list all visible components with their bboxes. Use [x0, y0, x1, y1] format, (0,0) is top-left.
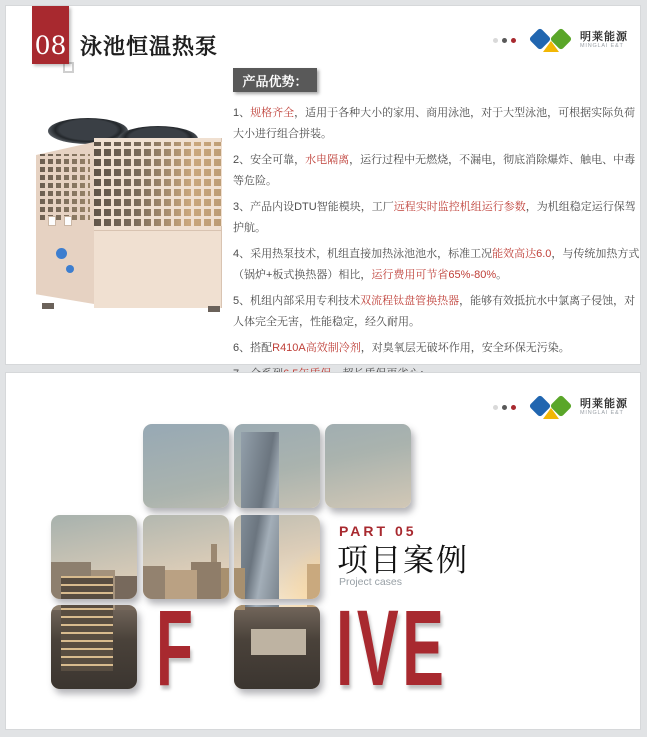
section-badge-label: 产品优势： [242, 73, 308, 89]
photo-tile [234, 515, 320, 599]
city-photo [51, 605, 137, 689]
logo-diamonds-icon [529, 27, 573, 53]
logo-dots [493, 405, 516, 410]
dot-red-icon [511, 405, 516, 410]
section-title: 项目案例 [337, 543, 469, 578]
slide-title: 泳池恒温热泵 [80, 34, 219, 59]
yellow-triangle-icon [543, 41, 559, 52]
photo-tile [325, 424, 411, 508]
dot-dark-icon [502, 38, 507, 43]
city-photo [325, 424, 411, 508]
unit-valve-dot [56, 248, 67, 259]
yellow-triangle-icon [543, 408, 559, 419]
unit-side-grille [40, 154, 90, 220]
dot-gray-icon [493, 405, 498, 410]
dot-dark-icon [502, 405, 507, 410]
photo-tile [51, 515, 137, 599]
unit-label [48, 216, 56, 226]
city-photo [234, 515, 320, 599]
section-subtitle: Project cases [339, 576, 403, 588]
big-letter-f: F [156, 587, 193, 708]
dot-gray-icon [493, 38, 498, 43]
company-logo [493, 24, 628, 56]
company-name-en: MINGLAI E&T [580, 43, 624, 50]
slide-1-pool-heat-pump[interactable] [5, 5, 641, 365]
part-label: PART 05 [339, 523, 417, 539]
unit-label [64, 216, 72, 226]
advantage-item: 6、搭配R410A高效制冷剂，对臭氧层无破坏作用，安全环保无污染。 [233, 342, 570, 354]
slide-2-project-cases[interactable] [5, 372, 641, 730]
logo-text [580, 31, 628, 49]
city-photo [51, 515, 137, 599]
unit-panel-seam [94, 230, 222, 231]
dot-red-icon [511, 38, 516, 43]
advantage-item: 5、机组内部采用专利技术双流程钛盘管换热器，能够有效抵抗水中氯离子侵蚀，对人体完全无害，性能稳定，经久耐用。 [233, 295, 636, 328]
logo-diamonds-icon [529, 394, 573, 420]
photo-tile [143, 424, 229, 508]
section-badge [233, 68, 317, 92]
advantage-list [233, 103, 642, 390]
unit-front-grille [94, 142, 222, 226]
slide-number: 08 [34, 31, 67, 60]
advantage-item: 1、规格齐全，适用于各种大小的家用、商用泳池，对于大型泳池，可根据实际负荷大小进行组合拼装。 [233, 107, 636, 140]
photo-tile [234, 424, 320, 508]
company-name-cn: 明莱能源 [580, 30, 628, 43]
big-letters-ive: IVE [336, 587, 448, 708]
company-logo [493, 391, 628, 423]
advantage-item: 2、安全可靠，水电隔离，运行过程中无燃烧，不漏电，彻底消除爆炸、触电、中毒等危险。 [233, 154, 636, 187]
company-name-cn: 明莱能源 [580, 397, 628, 410]
city-photo [143, 424, 229, 508]
photo-tile [234, 605, 320, 689]
logo-dots [493, 38, 516, 43]
unit-foot [42, 303, 54, 309]
slide-number-box [32, 6, 69, 64]
heat-pump-product-image [26, 98, 231, 313]
unit-foot [208, 306, 220, 312]
city-photo [234, 605, 320, 689]
city-photo [234, 424, 320, 508]
logo-text [580, 398, 628, 416]
unit-valve-dot [66, 265, 74, 273]
photo-tile [51, 605, 137, 689]
advantage-item: 3、产品内设DTU智能模块，工厂远程实时监控机组运行参数，为机组稳定运行保驾护航。 [233, 201, 636, 234]
company-name-en: MINGLAI E&T [580, 410, 624, 417]
advantage-item: 4、采用热泵技术，机组直接加热泳池池水，标准工况能效高达6.0，与传统加热方式（锅炉+板式换热器）相比，运行费用可节省65%-80%。 [233, 248, 640, 281]
